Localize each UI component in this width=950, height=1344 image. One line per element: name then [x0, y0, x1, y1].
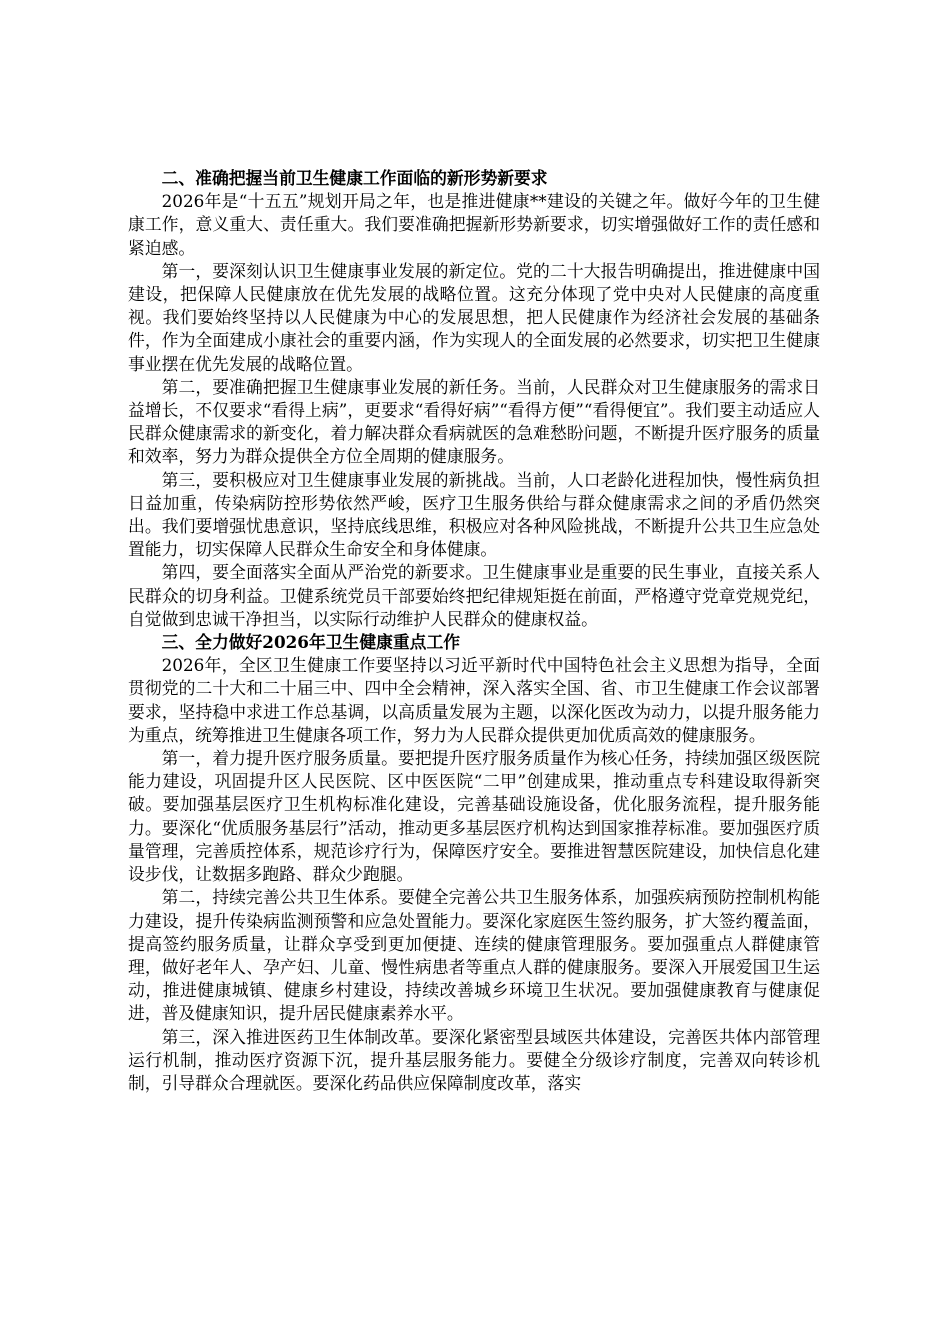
section-heading-2: 二、准确把握当前卫生健康工作面临的新形势新要求 [161, 168, 548, 188]
document-page [128, 167, 820, 1095]
paragraph: 第二，持续完善公共卫生体系。要健全完善公共卫生服务体系，加强疾病预防控制机构能力建设，提升传染病监测预警和应急处置能力。要深化家庭医生签约服务，扩大签约覆盖面，提高签约服务质量，让群众享受到更加便捷、连续的健康管理服务。要加强重点人群健康管理，做好老年人、孕产妇、儿童、慢性病患者等重点人群的健康服务。要深入开展爱国卫生运动，推进健康城镇、健康乡村建设，持续改善城乡环境卫生状况。要加强健康教育与健康促进，普及健康知识，提升居民健康素养水平。 [128, 887, 820, 1024]
paragraph: 第二，要准确把握卫生健康事业发展的新任务。当前，人民群众对卫生健康服务的需求日益增长，不仅要求“看得上病”，更要求“看得好病”“看得方便”“看得便宜”。我们要主动适应人民群众健康需求的新变化，着力解决群众看病就医的急难愁盼问题，不断提升医疗服务的质量和效率，努力为群众提供全方位全周期的健康服务。 [128, 376, 820, 467]
section-heading-3: 三、全力做好2026年卫生健康重点工作 [161, 632, 461, 653]
paragraph: 2026年，全区卫生健康工作要坚持以习近平新时代中国特色社会主义思想为指导，全面贯彻党的二十大和二十届三中、四中全会精神，深入落实全国、省、市卫生健康工作会议部署要求，坚持稳中求进工作总基调，以高质量发展为主题，以深化医改为动力，以提升服务能力为重点，统筹推进卫生健康各项工作，努力为人民群众提供更加优质高效的健康服务。 [128, 655, 820, 745]
paragraph: 第一，要深刻认识卫生健康事业发展的新定位。党的二十大报告明确提出，推进健康中国建设，把保障人民健康放在优先发展的战略位置。这充分体现了党中央对人民健康的高度重视。我们要始终坚持以人民健康为中心的发展思想，把人民健康作为经济社会发展的基础条件，作为全面建成小康社会的重要内涵，作为实现人的全面发展的必然要求，切实把卫生健康事业摆在优先发展的战略位置。 [128, 260, 820, 374]
paragraph: 2026年是“十五五”规划开局之年，也是推进健康**建设的关键之年。做好今年的卫生健康工作，意义重大、责任重大。我们要准确把握新形势新要求，切实增强做好工作的责任感和紧迫感。 [128, 191, 820, 258]
paragraph: 第三，要积极应对卫生健康事业发展的新挑战。当前，人口老龄化进程加快，慢性病负担日益加重，传染病防控形势依然严峻，医疗卫生服务供给与群众健康需求之间的矛盾仍然突出。我们要增强忧患意识，坚持底线思维，积极应对各种风险挑战，不断提升公共卫生应急处置能力，切实保障人民群众生命安全和身体健康。 [128, 469, 820, 560]
paragraph: 第四，要全面落实全面从严治党的新要求。卫生健康事业是重要的民生事业，直接关系人民群众的切身利益。卫健系统党员干部要始终把纪律规矩挺在前面，严格遵守党章党规党纪，自觉做到忠诚干净担当，以实际行动维护人民群众的健康权益。 [128, 562, 820, 629]
paragraph: 第三，深入推进医药卫生体制改革。要深化紧密型县域医共体建设，完善医共体内部管理运行机制，推动医疗资源下沉，提升基层服务能力。要健全分级诊疗制度，完善双向转诊机制，引导群众合理就医。要深化药品供应保障制度改革，落实 [128, 1026, 820, 1093]
paragraph: 第一，着力提升医疗服务质量。要把提升医疗服务质量作为核心任务，持续加强区级医院能力建设，巩固提升区人民医院、区中医医院“二甲”创建成果，推动重点专科建设取得新突破。要加强基层医疗卫生机构标准化建设，完善基础设施设备，优化服务流程，提升服务能力。要深化“优质服务基层行”活动，推动更多基层医疗机构达到国家推荐标准。要加强医疗质量管理，完善质控体系，规范诊疗行为，保障医疗安全。要推进智慧医院建设，加快信息化建设步伐，让数据多跑路、群众少跑腿。 [128, 748, 820, 885]
